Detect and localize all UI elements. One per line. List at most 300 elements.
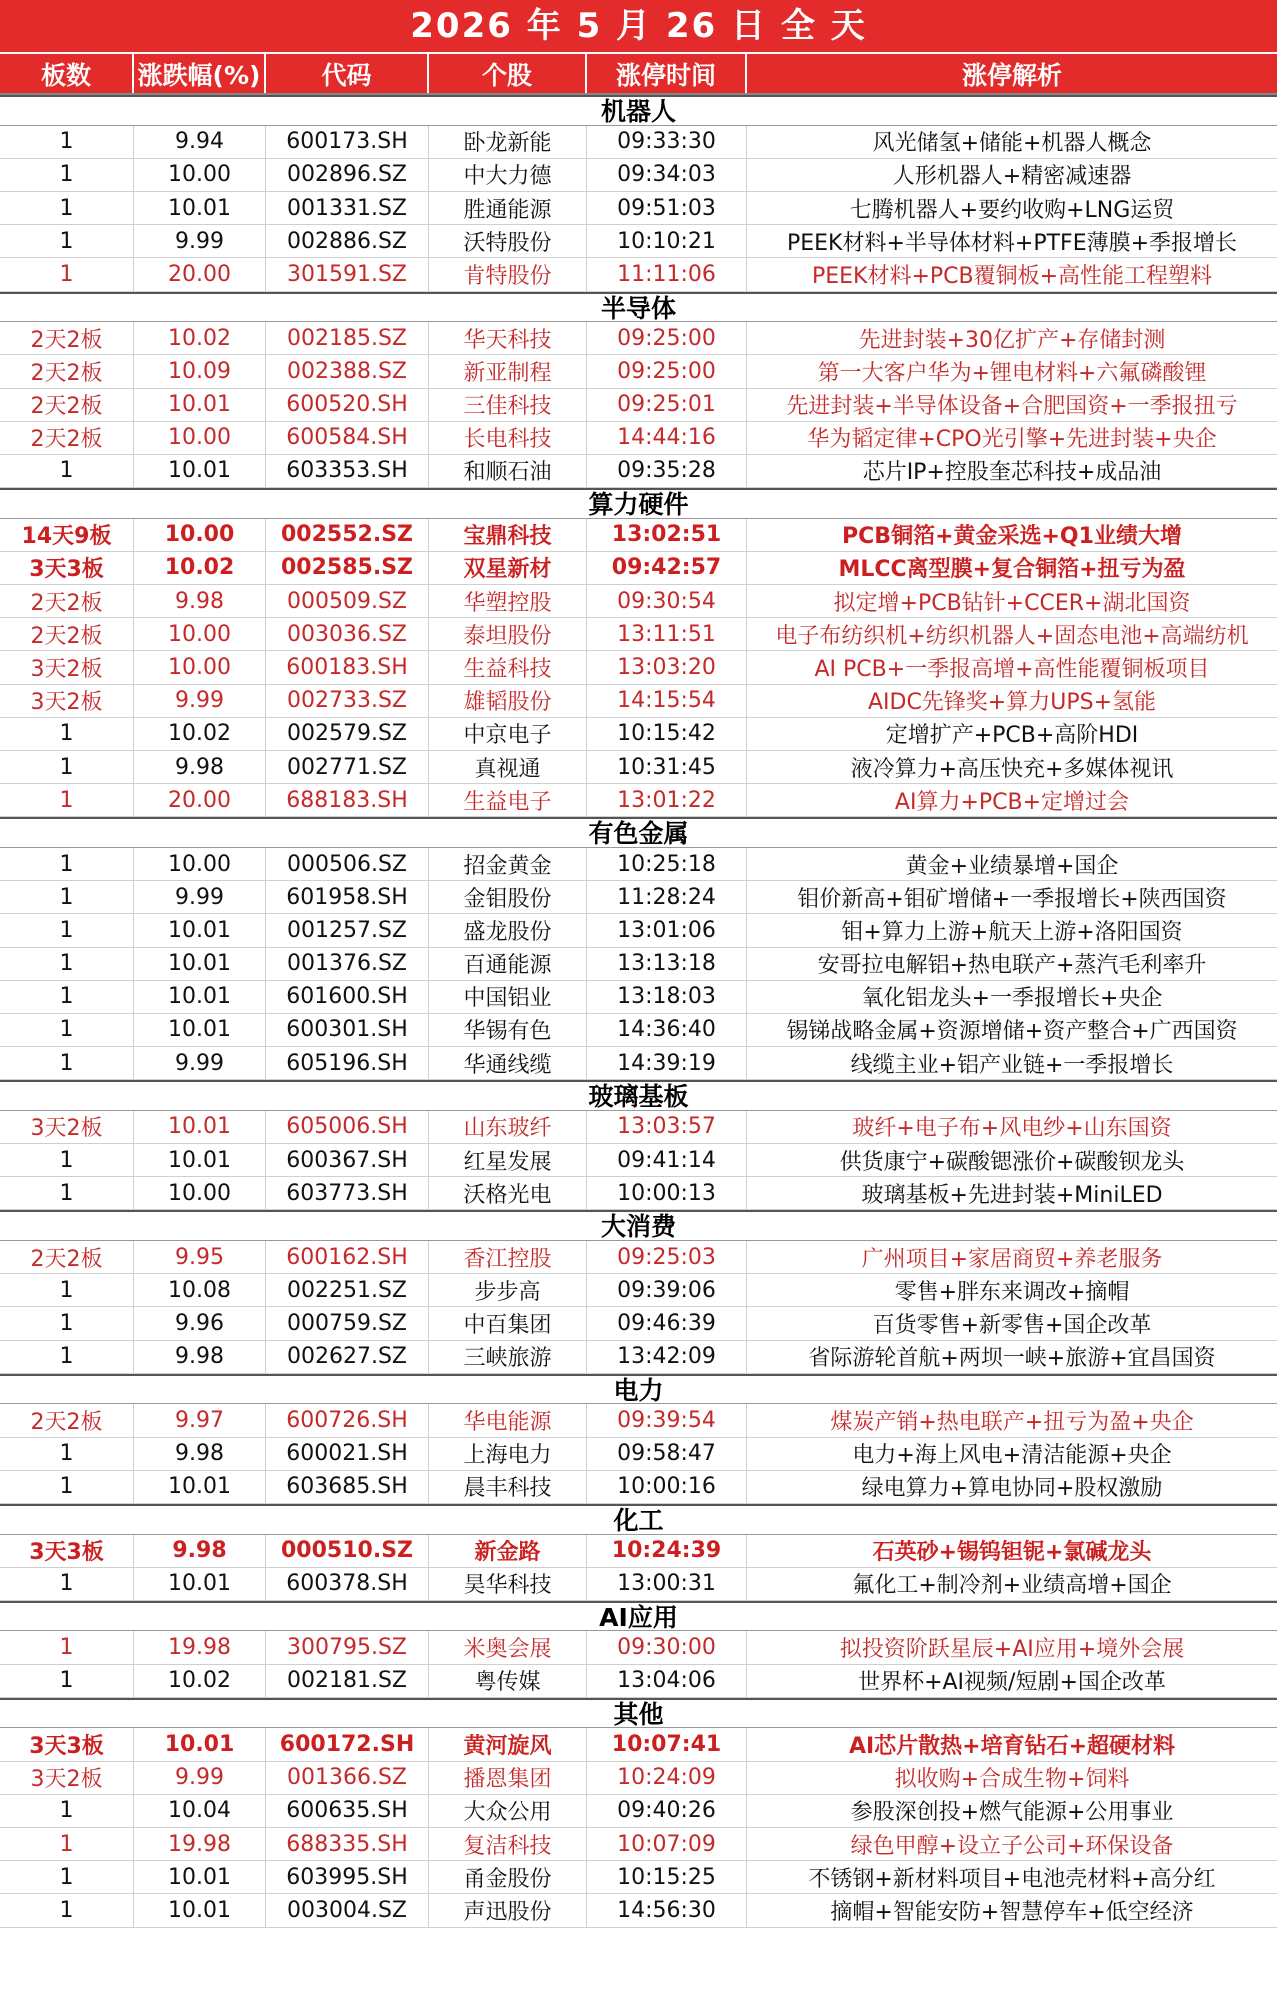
table-row — [0, 126, 1277, 159]
cell-board: 1 — [0, 784, 134, 816]
cell-time: 09:25:01 — [587, 389, 747, 421]
cell-change: 10.01 — [134, 981, 266, 1013]
cell-change: 10.01 — [134, 914, 266, 946]
cell-reason: AI算力+PCB+定增过会 — [894, 789, 1130, 815]
cell-reason: 零售+胖东来调改+摘帽 — [894, 1279, 1130, 1305]
cell-code: 601600.SH — [266, 981, 429, 1013]
cell-change: 9.95 — [134, 1241, 266, 1273]
cell-stock: 沃特股份 — [429, 225, 587, 257]
header-code: 代码 — [266, 54, 429, 93]
cell-code: 002251.SZ — [266, 1274, 429, 1306]
cell-board: 3天2板 — [0, 651, 134, 683]
cell-change: 9.98 — [134, 751, 266, 783]
cell-time: 09:25:00 — [587, 322, 747, 354]
cell-board: 1 — [0, 1274, 134, 1306]
cell-board: 1 — [0, 258, 134, 290]
cell-board: 1 — [0, 1471, 134, 1503]
cell-stock: 胜通能源 — [429, 192, 587, 224]
table-row — [0, 192, 1277, 225]
cell-reason: 绿色甲醇+设立子公司+环保设备 — [850, 1833, 1174, 1859]
cell-stock: 大众公用 — [429, 1795, 587, 1827]
cell-code: 600378.SH — [266, 1568, 429, 1600]
cell-stock: 声迅股份 — [429, 1894, 587, 1926]
cell-board: 1 — [0, 1631, 134, 1663]
cell-change: 10.01 — [134, 389, 266, 421]
cell-time: 13:11:51 — [587, 618, 747, 650]
cell-code: 002733.SZ — [266, 685, 429, 717]
cell-board: 1 — [0, 1861, 134, 1893]
cell-time: 09:42:57 — [587, 552, 747, 584]
cell-time: 10:15:25 — [587, 1861, 747, 1893]
cell-stock: 香江控股 — [429, 1241, 587, 1273]
cell-stock: 三佳科技 — [429, 389, 587, 421]
section-header: AI应用 — [0, 1601, 1277, 1632]
cell-time: 09:33:30 — [587, 126, 747, 158]
table-row — [0, 552, 1277, 585]
cell-time: 10:25:18 — [587, 848, 747, 880]
cell-board: 1 — [0, 1438, 134, 1470]
cell-code: 002552.SZ — [266, 519, 429, 551]
cell-board: 3天2板 — [0, 685, 134, 717]
cell-stock: 新亚制程 — [429, 355, 587, 387]
cell-reason: 省际游轮首航+两坝一峡+旅游+宜昌国资 — [808, 1346, 1216, 1372]
cell-stock: 三峡旅游 — [429, 1341, 587, 1373]
cell-code: 002896.SZ — [266, 159, 429, 191]
cell-stock: 中大力德 — [429, 159, 587, 191]
cell-time: 10:10:21 — [587, 225, 747, 257]
cell-board: 1 — [0, 1341, 134, 1373]
cell-board: 1 — [0, 1047, 134, 1079]
table-row — [0, 1535, 1277, 1568]
cell-stock: 新金路 — [429, 1535, 587, 1567]
cell-code: 000506.SZ — [266, 848, 429, 880]
cell-time: 10:07:41 — [587, 1728, 747, 1760]
table-body — [0, 95, 1277, 1928]
cell-reason: 线缆主业+铝产业链+一季报增长 — [850, 1052, 1174, 1078]
cell-reason: 先进封装+半导体设备+合肥国资+一季报扭亏 — [786, 394, 1238, 420]
cell-code: 603685.SH — [266, 1471, 429, 1503]
cell-change: 10.00 — [134, 159, 266, 191]
cell-time: 09:46:39 — [587, 1307, 747, 1339]
cell-reason: 绿电算力+算电协同+股权激励 — [861, 1476, 1163, 1502]
cell-change: 10.00 — [134, 651, 266, 683]
cell-reason: 钼+算力上游+航天上游+洛阳国资 — [841, 919, 1183, 945]
cell-time: 09:34:03 — [587, 159, 747, 191]
cell-stock: 金钼股份 — [429, 881, 587, 913]
cell-reason: 石英砂+锡钨钽铌+氯碱龙头 — [872, 1540, 1152, 1566]
cell-code: 688335.SH — [266, 1828, 429, 1860]
cell-change: 9.99 — [134, 685, 266, 717]
cell-reason: 先进封装+30亿扩产+存储封测 — [858, 327, 1166, 353]
cell-time: 13:01:22 — [587, 784, 747, 816]
cell-stock: 肯特股份 — [429, 258, 587, 290]
section-header: 其他 — [0, 1698, 1277, 1729]
cell-code: 002585.SZ — [266, 552, 429, 584]
cell-board: 1 — [0, 848, 134, 880]
table-row — [0, 848, 1277, 881]
cell-change: 9.98 — [134, 1535, 266, 1567]
cell-board: 1 — [0, 159, 134, 191]
cell-code: 600584.SH — [266, 422, 429, 454]
table-row — [0, 1014, 1277, 1047]
table-row — [0, 651, 1277, 684]
cell-reason: 黄金+业绩暴增+国企 — [905, 853, 1119, 879]
cell-time: 13:01:06 — [587, 914, 747, 946]
cell-reason: 玻璃基板+先进封装+MiniLED — [861, 1182, 1163, 1208]
cell-time: 09:25:03 — [587, 1241, 747, 1273]
section-header: 化工 — [0, 1504, 1277, 1535]
cell-change: 20.00 — [134, 784, 266, 816]
table-row — [0, 1894, 1277, 1927]
cell-reason: PEEK材料+半导体材料+PTFE薄膜+季报增长 — [786, 230, 1238, 256]
cell-board: 1 — [0, 718, 134, 750]
table-row — [0, 258, 1277, 291]
cell-code: 002388.SZ — [266, 355, 429, 387]
cell-time: 09:39:06 — [587, 1274, 747, 1306]
cell-board: 1 — [0, 1894, 134, 1926]
cell-code: 301591.SZ — [266, 258, 429, 290]
cell-reason: 不锈钢+新材料项目+电池壳材料+高分红 — [808, 1866, 1216, 1892]
cell-code: 002181.SZ — [266, 1665, 429, 1697]
table-row — [0, 1047, 1277, 1080]
cell-stock: 华塑控股 — [429, 585, 587, 617]
cell-time: 14:44:16 — [587, 422, 747, 454]
cell-code: 688183.SH — [266, 784, 429, 816]
cell-code: 002886.SZ — [266, 225, 429, 257]
cell-board: 14天9板 — [0, 519, 134, 551]
table-row — [0, 1828, 1277, 1861]
cell-time: 13:13:18 — [587, 948, 747, 980]
cell-time: 10:24:39 — [587, 1535, 747, 1567]
cell-code: 300795.SZ — [266, 1631, 429, 1663]
cell-change: 10.01 — [134, 455, 266, 487]
cell-stock: 卧龙新能 — [429, 126, 587, 158]
cell-stock: 中百集团 — [429, 1307, 587, 1339]
cell-reason: 芯片IP+控股奎芯科技+成品油 — [862, 460, 1162, 486]
cell-change: 10.00 — [134, 1177, 266, 1209]
table-row — [0, 1631, 1277, 1664]
cell-stock: 红星发展 — [429, 1144, 587, 1176]
cell-time: 13:02:51 — [587, 519, 747, 551]
cell-change: 10.01 — [134, 1471, 266, 1503]
cell-board: 2天2板 — [0, 585, 134, 617]
cell-reason: 百货零售+新零售+国企改革 — [872, 1312, 1152, 1338]
cell-board: 3天3板 — [0, 552, 134, 584]
cell-board: 1 — [0, 225, 134, 257]
table-row — [0, 1861, 1277, 1894]
cell-reason: 钼价新高+钼矿增储+一季报增长+陕西国资 — [797, 886, 1227, 912]
cell-time: 13:03:20 — [587, 651, 747, 683]
cell-time: 13:18:03 — [587, 981, 747, 1013]
cell-reason: 广州项目+家居商贸+养老服务 — [861, 1246, 1163, 1272]
cell-reason: 摘帽+智能安防+智慧停车+低空经济 — [830, 1899, 1194, 1925]
header-change: 涨跌幅(%) — [134, 54, 266, 93]
cell-reason: 拟收购+合成生物+饲料 — [894, 1767, 1130, 1793]
cell-change: 10.02 — [134, 718, 266, 750]
table-row — [0, 1795, 1277, 1828]
page-title: 2026 年 5 月 26 日 全 天 — [0, 0, 1277, 52]
cell-time: 10:24:09 — [587, 1762, 747, 1794]
cell-change: 19.98 — [134, 1828, 266, 1860]
cell-time: 10:15:42 — [587, 718, 747, 750]
cell-code: 600367.SH — [266, 1144, 429, 1176]
section-header: 电力 — [0, 1374, 1277, 1405]
cell-stock: 米奥会展 — [429, 1631, 587, 1663]
cell-stock: 山东玻纤 — [429, 1111, 587, 1143]
cell-board: 1 — [0, 1144, 134, 1176]
cell-time: 10:00:13 — [587, 1177, 747, 1209]
table-row — [0, 618, 1277, 651]
table-row — [0, 159, 1277, 192]
cell-reason: 煤炭产销+热电联产+扭亏为盈+央企 — [830, 1409, 1194, 1435]
cell-time: 13:03:57 — [587, 1111, 747, 1143]
cell-board: 1 — [0, 1828, 134, 1860]
table-row — [0, 718, 1277, 751]
cell-code: 000759.SZ — [266, 1307, 429, 1339]
cell-stock: 和顺石油 — [429, 455, 587, 487]
cell-change: 9.99 — [134, 881, 266, 913]
section-header: 有色金属 — [0, 817, 1277, 848]
cell-change: 10.01 — [134, 1728, 266, 1760]
cell-stock: 招金黄金 — [429, 848, 587, 880]
cell-stock: 华天科技 — [429, 322, 587, 354]
cell-board: 1 — [0, 914, 134, 946]
cell-time: 14:36:40 — [587, 1014, 747, 1046]
cell-stock: 昊华科技 — [429, 1568, 587, 1600]
cell-code: 600021.SH — [266, 1438, 429, 1470]
cell-board: 3天3板 — [0, 1728, 134, 1760]
table-row — [0, 1471, 1277, 1504]
cell-stock: 晨丰科技 — [429, 1471, 587, 1503]
cell-time: 10:00:16 — [587, 1471, 747, 1503]
cell-time: 13:00:31 — [587, 1568, 747, 1600]
cell-stock: 泰坦股份 — [429, 618, 587, 650]
cell-reason: 拟定增+PCB钻针+CCER+湖北国资 — [833, 590, 1191, 616]
cell-change: 9.99 — [134, 225, 266, 257]
table-row — [0, 1568, 1277, 1601]
cell-board: 3天2板 — [0, 1111, 134, 1143]
table-row — [0, 1274, 1277, 1307]
cell-stock: 华锡有色 — [429, 1014, 587, 1046]
cell-stock: 生益电子 — [429, 784, 587, 816]
cell-time: 11:28:24 — [587, 881, 747, 913]
cell-board: 3天2板 — [0, 1762, 134, 1794]
cell-reason: 氟化工+制冷剂+业绩高增+国企 — [852, 1573, 1172, 1599]
table-row — [0, 1144, 1277, 1177]
section-header: 大消费 — [0, 1210, 1277, 1241]
cell-reason: 七腾机器人+要约收购+LNG运贸 — [849, 197, 1175, 223]
header-time: 涨停时间 — [587, 54, 747, 93]
cell-change: 10.01 — [134, 1014, 266, 1046]
cell-board: 1 — [0, 1795, 134, 1827]
cell-reason: 定增扩产+PCB+高阶HDI — [885, 723, 1139, 749]
cell-reason: 电力+海上风电+清洁能源+央企 — [852, 1443, 1172, 1469]
cell-change: 10.01 — [134, 948, 266, 980]
cell-code: 600726.SH — [266, 1404, 429, 1436]
cell-stock: 盛龙股份 — [429, 914, 587, 946]
cell-change: 9.98 — [134, 1438, 266, 1470]
cell-time: 09:41:14 — [587, 1144, 747, 1176]
cell-board: 1 — [0, 1177, 134, 1209]
cell-change: 9.99 — [134, 1047, 266, 1079]
table-row — [0, 422, 1277, 455]
cell-board: 3天3板 — [0, 1535, 134, 1567]
cell-stock: 复洁科技 — [429, 1828, 587, 1860]
cell-change: 10.01 — [134, 1144, 266, 1176]
table-row — [0, 685, 1277, 718]
table-row — [0, 1341, 1277, 1374]
cell-board: 1 — [0, 881, 134, 913]
section-header: 玻璃基板 — [0, 1080, 1277, 1111]
table-row — [0, 455, 1277, 488]
cell-time: 09:25:00 — [587, 355, 747, 387]
cell-stock: 步步高 — [429, 1274, 587, 1306]
cell-reason: 人形机器人+精密减速器 — [892, 164, 1132, 190]
cell-board: 2天2板 — [0, 389, 134, 421]
cell-change: 10.02 — [134, 1665, 266, 1697]
cell-code: 001376.SZ — [266, 948, 429, 980]
section-header: 算力硬件 — [0, 488, 1277, 519]
cell-board: 1 — [0, 948, 134, 980]
cell-stock: 双星新材 — [429, 552, 587, 584]
table-row — [0, 751, 1277, 784]
table-row — [0, 1762, 1277, 1795]
table-row — [0, 1241, 1277, 1274]
cell-board: 1 — [0, 1014, 134, 1046]
cell-stock: 生益科技 — [429, 651, 587, 683]
cell-code: 003036.SZ — [266, 618, 429, 650]
cell-reason: 液冷算力+高压快充+多媒体视讯 — [850, 756, 1174, 782]
cell-reason: 氧化铝龙头+一季报增长+央企 — [861, 986, 1163, 1012]
cell-time: 09:35:28 — [587, 455, 747, 487]
cell-change: 10.01 — [134, 1568, 266, 1600]
cell-reason: 锡锑战略金属+资源增储+资产整合+广西国资 — [786, 1019, 1238, 1045]
cell-change: 9.94 — [134, 126, 266, 158]
cell-reason: AIDC先锋奖+算力UPS+氢能 — [867, 690, 1157, 716]
table-row — [0, 1665, 1277, 1698]
cell-time: 10:07:09 — [587, 1828, 747, 1860]
cell-reason: 世界杯+AI视频/短剧+国企改革 — [858, 1670, 1166, 1696]
cell-change: 9.98 — [134, 1341, 266, 1373]
cell-reason: PEEK材料+PCB覆铜板+高性能工程塑料 — [811, 263, 1213, 289]
table-row — [0, 322, 1277, 355]
cell-stock: 华通线缆 — [429, 1047, 587, 1079]
cell-time: 09:51:03 — [587, 192, 747, 224]
table-row — [0, 1177, 1277, 1210]
cell-code: 600172.SH — [266, 1728, 429, 1760]
cell-board: 1 — [0, 751, 134, 783]
cell-change: 10.04 — [134, 1795, 266, 1827]
cell-change: 10.00 — [134, 519, 266, 551]
cell-code: 000509.SZ — [266, 585, 429, 617]
cell-code: 605006.SH — [266, 1111, 429, 1143]
table-row — [0, 784, 1277, 817]
cell-time: 14:56:30 — [587, 1894, 747, 1926]
cell-change: 10.00 — [134, 422, 266, 454]
table-row — [0, 981, 1277, 1014]
cell-change: 10.02 — [134, 552, 266, 584]
table-row — [0, 1728, 1277, 1761]
cell-time: 09:40:26 — [587, 1795, 747, 1827]
section-header: 机器人 — [0, 95, 1277, 126]
cell-change: 10.00 — [134, 618, 266, 650]
cell-time: 14:39:19 — [587, 1047, 747, 1079]
cell-board: 1 — [0, 455, 134, 487]
section-header: 半导体 — [0, 292, 1277, 323]
cell-code: 002771.SZ — [266, 751, 429, 783]
cell-board: 2天2板 — [0, 322, 134, 354]
cell-change: 10.01 — [134, 1861, 266, 1893]
table-row — [0, 585, 1277, 618]
cell-code: 001366.SZ — [266, 1762, 429, 1794]
cell-board: 2天2板 — [0, 355, 134, 387]
cell-code: 603353.SH — [266, 455, 429, 487]
cell-stock: 真视通 — [429, 751, 587, 783]
cell-board: 2天2板 — [0, 1404, 134, 1436]
cell-change: 9.96 — [134, 1307, 266, 1339]
cell-change: 9.97 — [134, 1404, 266, 1436]
table-row — [0, 1404, 1277, 1437]
cell-code: 002579.SZ — [266, 718, 429, 750]
cell-time: 09:30:54 — [587, 585, 747, 617]
header-stock: 个股 — [429, 54, 587, 93]
cell-code: 003004.SZ — [266, 1894, 429, 1926]
cell-change: 10.02 — [134, 322, 266, 354]
cell-change: 10.08 — [134, 1274, 266, 1306]
cell-code: 000510.SZ — [266, 1535, 429, 1567]
cell-code: 600173.SH — [266, 126, 429, 158]
cell-stock: 黄河旋风 — [429, 1728, 587, 1760]
cell-stock: 长电科技 — [429, 422, 587, 454]
cell-code: 600635.SH — [266, 1795, 429, 1827]
cell-stock: 雄韬股份 — [429, 685, 587, 717]
table-row — [0, 914, 1277, 947]
cell-change: 10.00 — [134, 848, 266, 880]
cell-reason: 华为韬定律+CPO光引擎+先进封装+央企 — [807, 427, 1217, 453]
cell-code: 600183.SH — [266, 651, 429, 683]
cell-reason: PCB铜箔+黄金采选+Q1业绩大增 — [842, 524, 1182, 550]
cell-reason: 安哥拉电解铝+热电联产+蒸汽毛利率升 — [817, 953, 1207, 979]
cell-code: 605196.SH — [266, 1047, 429, 1079]
cell-stock: 粤传媒 — [429, 1665, 587, 1697]
table-header — [0, 52, 1277, 95]
cell-code: 002627.SZ — [266, 1341, 429, 1373]
cell-board: 1 — [0, 981, 134, 1013]
cell-change: 10.01 — [134, 1894, 266, 1926]
table-row — [0, 881, 1277, 914]
table-row — [0, 519, 1277, 552]
cell-change: 19.98 — [134, 1631, 266, 1663]
cell-change: 20.00 — [134, 258, 266, 290]
cell-time: 13:42:09 — [587, 1341, 747, 1373]
cell-code: 002185.SZ — [266, 322, 429, 354]
cell-stock: 宝鼎科技 — [429, 519, 587, 551]
cell-reason: AI芯片散热+培育钻石+超硬材料 — [848, 1734, 1176, 1760]
cell-stock: 播恩集团 — [429, 1762, 587, 1794]
cell-reason: 供货康宁+碳酸锶涨价+碳酸钡龙头 — [839, 1149, 1185, 1175]
cell-board: 1 — [0, 126, 134, 158]
cell-code: 603773.SH — [266, 1177, 429, 1209]
cell-reason: 玻纤+电子布+风电纱+山东国资 — [852, 1116, 1172, 1142]
cell-time: 09:30:00 — [587, 1631, 747, 1663]
cell-stock: 上海电力 — [429, 1438, 587, 1470]
cell-code: 001257.SZ — [266, 914, 429, 946]
table-row — [0, 1438, 1277, 1471]
cell-change: 10.01 — [134, 1111, 266, 1143]
cell-reason: 电子布纺织机+纺织机器人+固态电池+高端纺机 — [775, 623, 1249, 649]
cell-time: 10:31:45 — [587, 751, 747, 783]
cell-time: 09:58:47 — [587, 1438, 747, 1470]
